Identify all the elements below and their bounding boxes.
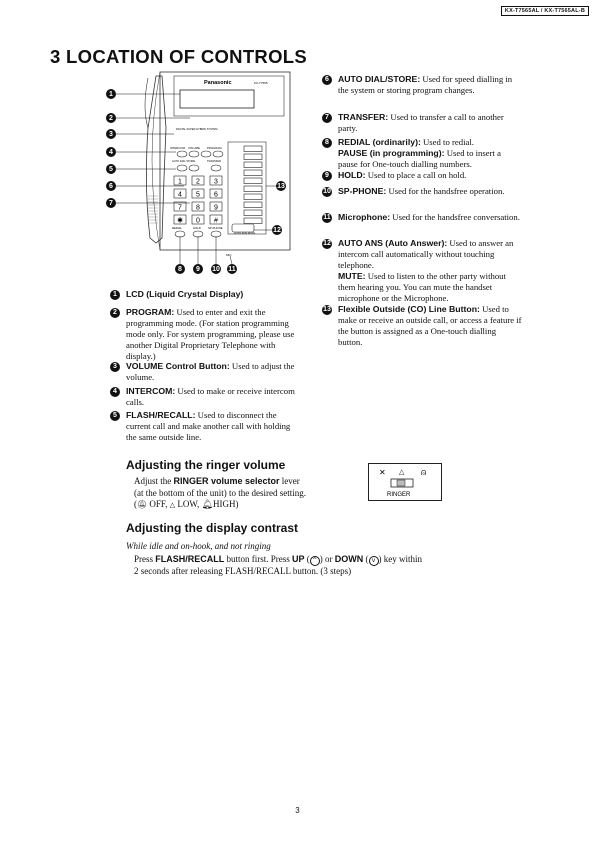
control-description-item xyxy=(322,186,522,197)
bell-off-icon: 🔕︎ xyxy=(137,500,148,509)
intercom-key-label: INTERCOM xyxy=(170,146,185,150)
co-line-button[interactable] xyxy=(244,178,262,184)
bell-off-icon: ✕ xyxy=(379,468,386,477)
down-key-icon: v xyxy=(369,556,379,566)
control-term: VOLUME Control Button: xyxy=(126,361,230,371)
control-description: Used to answer an intercom call automatically without touching telephone. xyxy=(338,238,514,270)
control-description-item xyxy=(322,304,522,348)
dial-key-label: 3 xyxy=(214,178,218,186)
display-contrast-instructions: Press FLASH/RECALL button first. Press UP ( ^ ) or DOWN ( v ) key within 2 seconds after releasing FLASH/RECALL button. (3 steps) xyxy=(134,554,423,576)
bell-high-icon: ⍝ xyxy=(421,467,427,477)
item-number-badge: 6 xyxy=(322,75,332,85)
control-description-item xyxy=(322,238,522,304)
display-contrast-heading: Adjusting the display contrast xyxy=(126,521,299,535)
control-description-item xyxy=(322,74,522,96)
control-term: AUTO ANS (Auto Answer): xyxy=(338,238,448,248)
callout-number: 13 xyxy=(277,182,285,190)
control-description-item xyxy=(322,112,522,134)
dial-key-label: 0 xyxy=(196,217,200,225)
page-number: 3 xyxy=(295,806,300,815)
co-line-button[interactable] xyxy=(244,162,262,168)
control-term: Microphone: xyxy=(338,212,391,222)
control-description: Used to disconnect the current call and make another call with holding the same outside line. xyxy=(126,410,291,442)
callout-number: 8 xyxy=(175,264,185,274)
control-term: PROGRAM: xyxy=(126,307,175,317)
redial-key-label: REDIAL xyxy=(172,226,183,230)
item-number-badge: 3 xyxy=(110,362,120,372)
ringer-selector-label: RINGER xyxy=(387,492,411,498)
auto-dial-key-label: AUTO DIAL STORE xyxy=(172,160,196,163)
control-description-item xyxy=(322,170,522,181)
callout-number: 6 xyxy=(106,181,116,191)
control-description: Used for the handsfree operation. xyxy=(386,186,505,196)
dial-key-label: 7 xyxy=(178,204,182,212)
sp-phone-key-label: SP-PHONE xyxy=(208,226,223,230)
item-number-badge: 4 xyxy=(110,387,120,397)
control-description: Used to listen to the other party without them hearing you. You can mute the handset microphone or the Microphone. xyxy=(338,271,506,303)
item-number-badge: 2 xyxy=(110,308,120,318)
control-term: Flexible Outside (CO) Line Button: xyxy=(338,304,480,314)
telephone-illustration xyxy=(104,68,304,278)
lcd-display xyxy=(180,90,254,108)
control-description-item xyxy=(110,410,300,443)
dial-key-label: 6 xyxy=(214,191,218,199)
dial-key-label: 2 xyxy=(196,178,200,186)
callout-number: 7 xyxy=(106,198,116,208)
control-term: INTERCOM: xyxy=(126,386,176,396)
item-number-badge: 5 xyxy=(110,411,120,421)
ringer-volume-instructions: Adjust the RINGER volume selector lever (at the bottom of the unit) to the desired setting. (🔕︎ OFF, △ LOW, 🔔︎HIGH) xyxy=(134,476,306,510)
dial-key-label: 4 xyxy=(178,191,182,199)
model-text: KX-T7565 xyxy=(254,81,268,85)
document-header-label: KX-T7565AL / KX-T7565AL-B xyxy=(501,6,589,16)
transfer-key-label: TRANSFER xyxy=(207,160,221,163)
bell-high-icon: 🔔︎ xyxy=(201,500,213,510)
lcd-caption: DIGITAL SUPER HYBRID SYSTEM xyxy=(176,128,218,131)
dial-key-label: 1 xyxy=(178,178,182,186)
dial-key-label: 5 xyxy=(196,191,200,199)
control-description: Used to make or receive intercom calls. xyxy=(126,386,295,407)
control-description-item xyxy=(110,289,300,300)
item-number-badge: 13 xyxy=(323,306,331,313)
callout-number: 5 xyxy=(106,164,116,174)
control-term: LCD (Liquid Crystal Display) xyxy=(126,289,244,299)
item-number-badge: 12 xyxy=(323,240,331,247)
control-description-item xyxy=(110,361,300,383)
item-number-badge: 9 xyxy=(322,171,332,181)
ringer-selector-illustration xyxy=(368,463,442,501)
item-number-badge: 1 xyxy=(110,290,120,300)
control-description: Used to place a call on hold. xyxy=(365,170,467,180)
callout-number: 4 xyxy=(106,147,116,157)
callout-number: 9 xyxy=(193,264,203,274)
hold-key-label: HOLD xyxy=(193,226,201,230)
program-key-label: PROGRAM xyxy=(207,146,222,150)
co-line-button[interactable] xyxy=(244,154,262,160)
co-line-button[interactable] xyxy=(244,218,262,224)
mic-label: MIC xyxy=(226,253,232,257)
control-term: MUTE: xyxy=(338,271,366,281)
co-line-button[interactable] xyxy=(244,186,262,192)
control-description-item xyxy=(110,386,300,408)
co-line-button[interactable] xyxy=(244,146,262,152)
volume-key-label: VOLUME xyxy=(188,146,200,150)
auto-ans-key-label: AUTO ANS MUTE xyxy=(234,232,256,235)
brand-logo: Panasonic xyxy=(204,80,232,86)
control-term: PAUSE (in programming): xyxy=(338,148,445,158)
ringer-volume-heading: Adjusting the ringer volume xyxy=(126,458,286,472)
control-term: FLASH/RECALL: xyxy=(126,410,196,420)
callout-number: 1 xyxy=(106,89,116,99)
co-line-button[interactable] xyxy=(244,194,262,200)
control-description-item xyxy=(322,137,522,170)
callout-number: 11 xyxy=(228,265,236,273)
callout-number: 12 xyxy=(273,226,281,234)
callout-number: 10 xyxy=(212,265,220,273)
bell-low-icon: △ xyxy=(399,469,405,476)
control-description: Used for the handsfree conversation. xyxy=(390,212,520,222)
control-term: HOLD: xyxy=(338,170,366,180)
bell-low-icon: △ xyxy=(169,501,176,509)
item-number-badge: 8 xyxy=(322,138,332,148)
control-description: Used to enter and exit the programming mode. (For station programming mode only. For system programming, please use another Digital Proprietary Telephone with display.) xyxy=(126,307,295,361)
control-term: REDIAL (ordinarily): xyxy=(338,137,421,147)
dial-key-label: # xyxy=(214,217,218,225)
dial-key-label: 8 xyxy=(196,204,200,212)
item-number-badge: 10 xyxy=(323,188,331,195)
up-key-icon: ^ xyxy=(310,556,320,566)
co-line-button[interactable] xyxy=(244,170,262,176)
control-description: Used to adjust the volume. xyxy=(126,361,295,382)
display-contrast-condition: While idle and on-hook, and not ringing xyxy=(126,541,271,551)
page-title: 3 LOCATION OF CONTROLS xyxy=(50,46,308,67)
control-description: Used for speed dialling in the system or storing program changes. xyxy=(338,74,513,95)
control-description: Used to insert a pause for One-touch dialling numbers. xyxy=(338,148,501,169)
dial-keypad xyxy=(174,176,222,225)
control-description-item xyxy=(110,307,300,362)
co-line-button[interactable] xyxy=(244,202,262,208)
control-term: AUTO DIAL/STORE: xyxy=(338,74,421,84)
callout-number: 3 xyxy=(106,129,116,139)
control-description-item xyxy=(322,212,522,223)
control-description: Used to redial. xyxy=(420,137,474,147)
control-term: TRANSFER: xyxy=(338,112,389,122)
dial-key-label: 9 xyxy=(214,204,218,212)
item-number-badge: 7 xyxy=(322,113,332,123)
control-description: Used to transfer a call to another party. xyxy=(338,112,504,133)
control-term: SP-PHONE: xyxy=(338,186,387,196)
dial-key-label: ✱ xyxy=(177,217,183,225)
control-description: Used to make or receive an outside call, or access a feature if the button is assigned as a One-touch dialling button. xyxy=(338,304,522,347)
telephone-diagram xyxy=(104,68,304,278)
ringer-lever[interactable] xyxy=(397,480,405,486)
co-line-button[interactable] xyxy=(244,210,262,216)
callout-number: 2 xyxy=(106,113,116,123)
item-number-badge: 11 xyxy=(323,214,331,221)
